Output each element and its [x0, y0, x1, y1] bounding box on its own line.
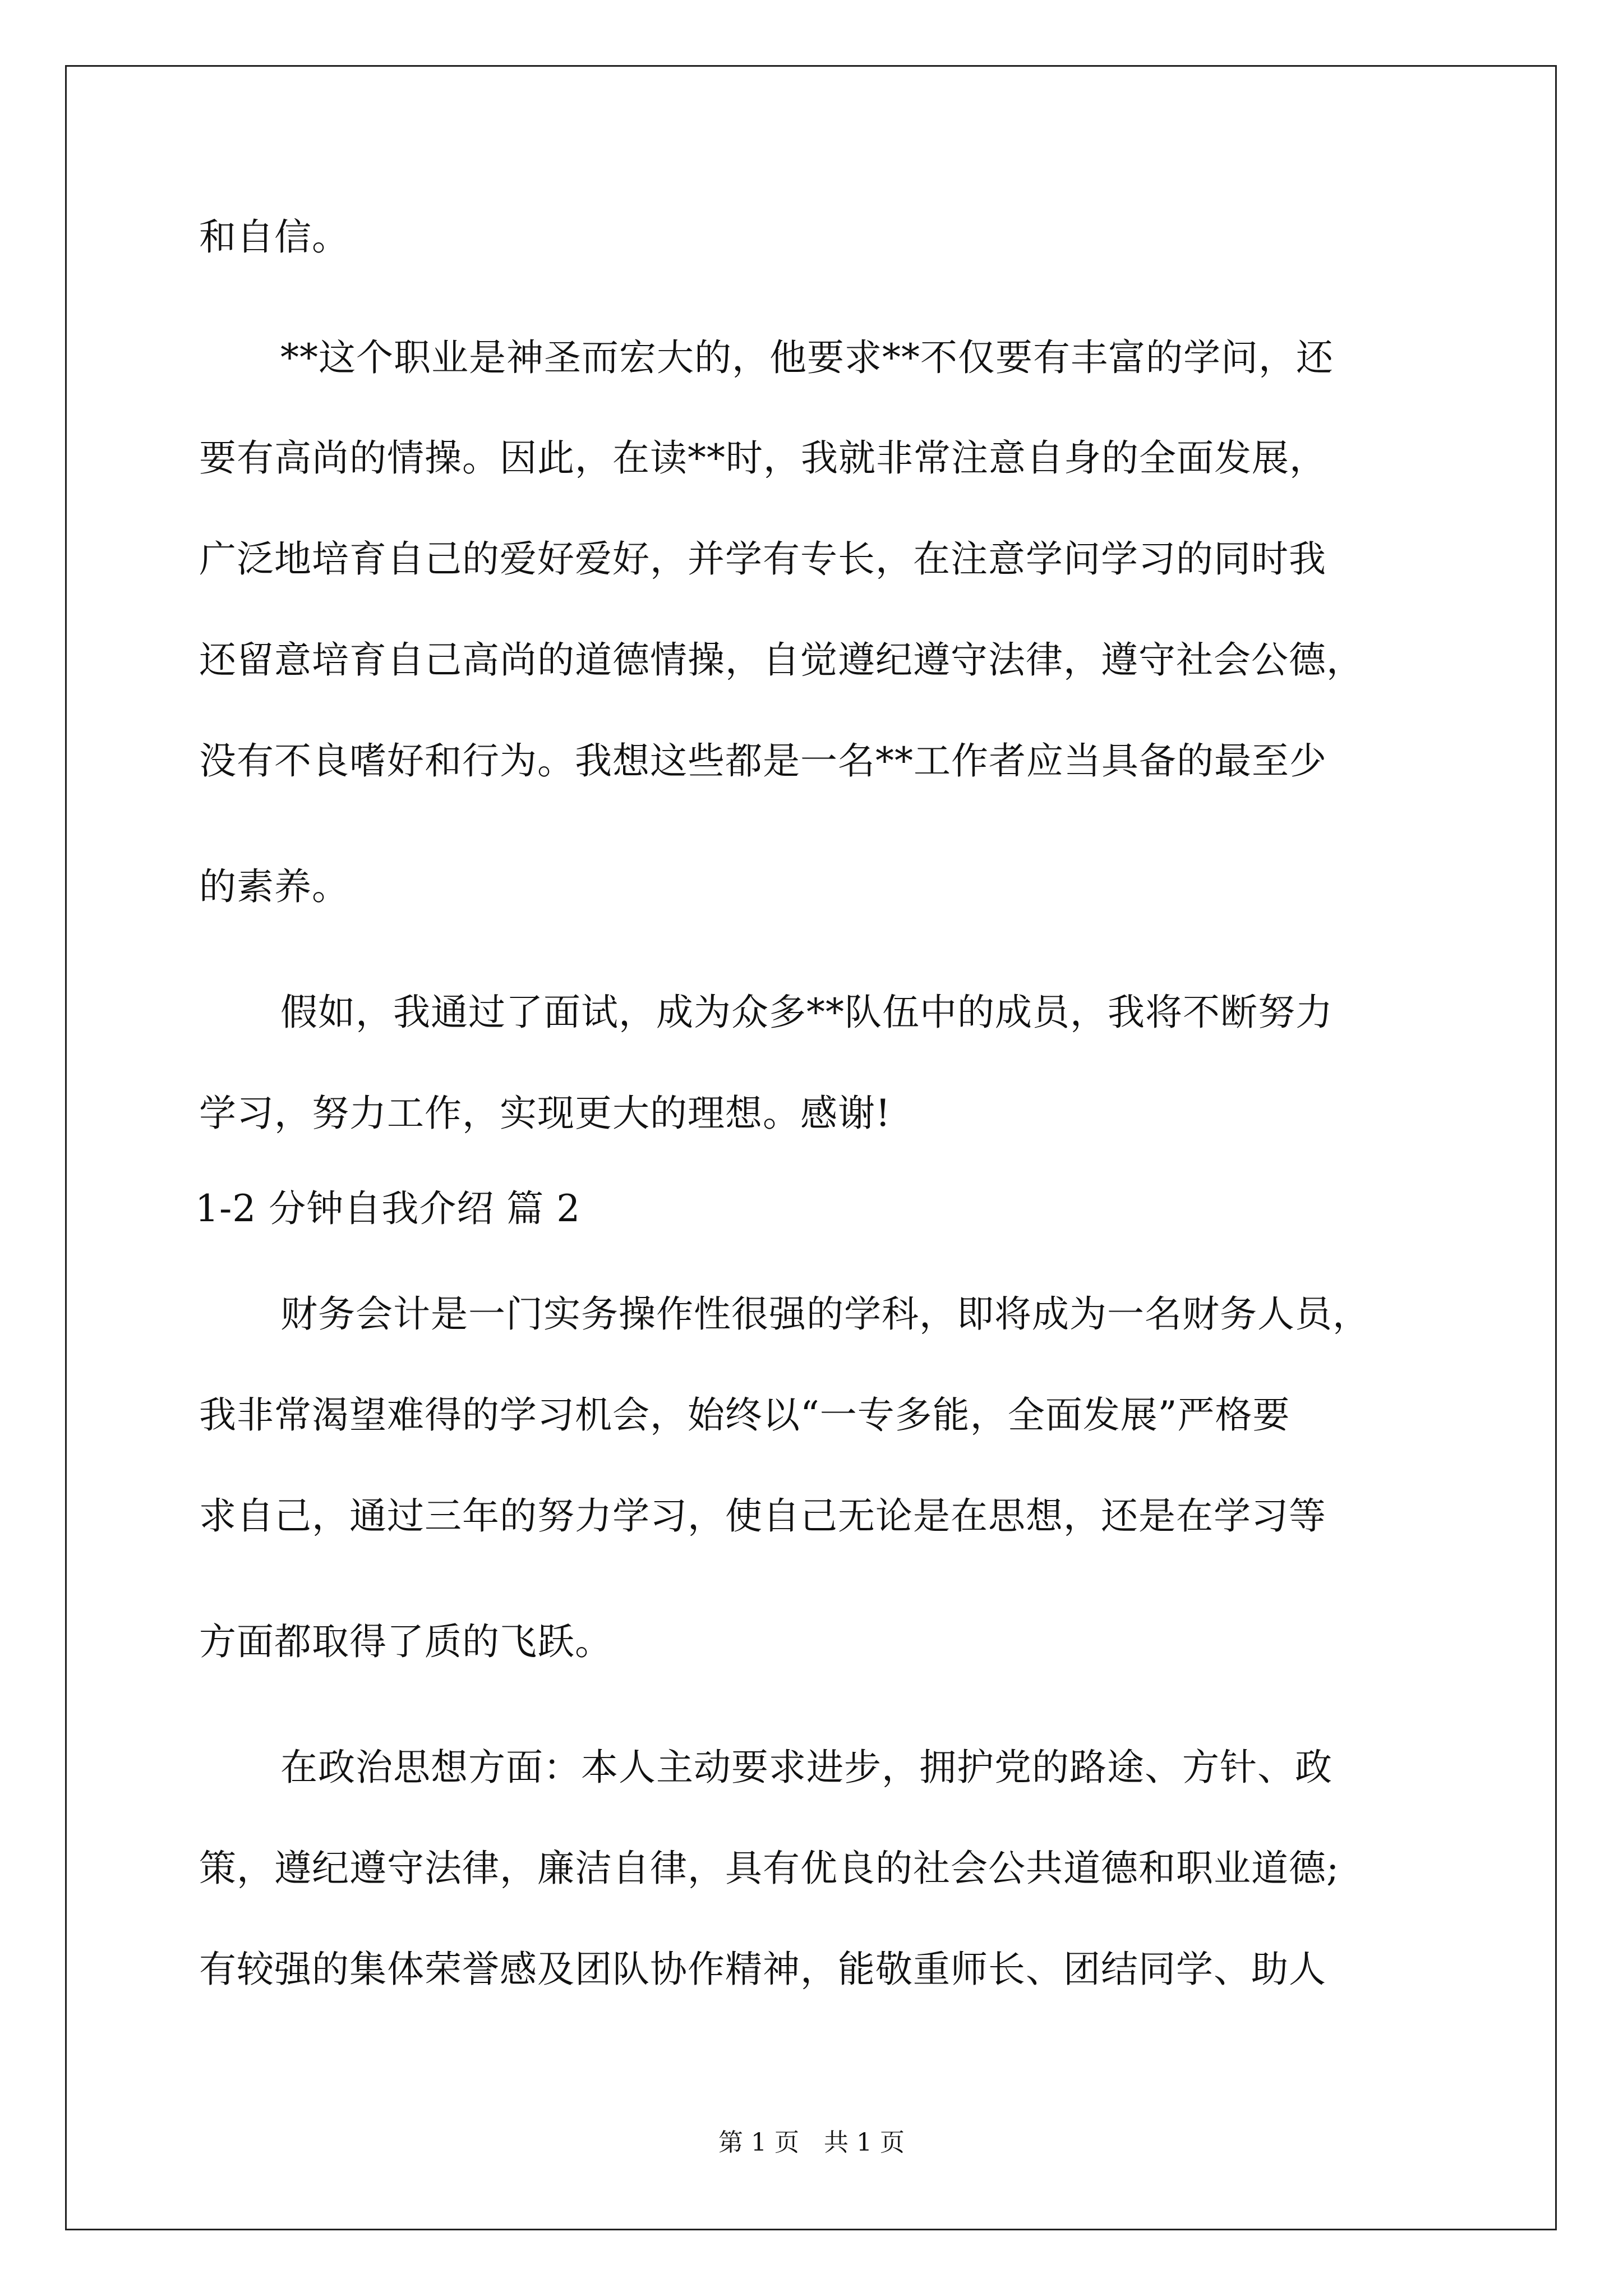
page-border: [65, 65, 1557, 2230]
text-line: 要有高尚的情操。因此，在读**时，我就非常注意自身的全面发展，: [199, 436, 1327, 480]
text-line: 和自信。: [199, 215, 349, 259]
text-line: 广泛地培育自己的爱好爱好，并学有专长，在注意学问学习的同时我: [199, 537, 1326, 581]
text-line: 求自己，通过三年的努力学习，使自己无论是在思想，还是在学习等: [199, 1494, 1326, 1538]
text-line: 的素养。: [199, 865, 349, 908]
section-heading: 1-2 分钟自我介绍 篇 2: [195, 1187, 581, 1230]
text-line: 方面都取得了质的飞跃。: [199, 1620, 612, 1663]
text-line: 有较强的集体荣誉感及团队协作精神，能敬重师长、团结同学、助人: [199, 1948, 1326, 1991]
paragraph-start-line: 假如，我通过了面试，成为众多**队伍中的成员，我将不断努力: [280, 991, 1333, 1034]
text-line: 还留意培育自己高尚的道德情操，自觉遵纪遵守法律，遵守社会公德，: [199, 638, 1364, 682]
page-footer: 第 1 页 共 1 页: [718, 2128, 905, 2157]
paragraph-start-line: **这个职业是神圣而宏大的，他要求**不仅要有丰富的学问，还: [280, 336, 1334, 379]
text-line: 策，遵纪遵守法律，廉洁自律，具有优良的社会公共道德和职业道德;: [199, 1847, 1340, 1890]
text-line: 学习，努力工作，实现更大的理想。感谢!: [199, 1092, 891, 1135]
paragraph-start-line: 在政治思想方面：本人主动要求进步，拥护党的路途、方针、政: [280, 1746, 1332, 1789]
paragraph-start-line: 财务会计是一门实务操作性很强的学科，即将成为一名财务人员，: [280, 1292, 1370, 1336]
text-line: 我非常渴望难得的学习机会，始终以“一专多能，全面发展”严格要: [199, 1393, 1290, 1437]
text-line: 没有不良嗜好和行为。我想这些都是一名**工作者应当具备的最至少: [199, 739, 1327, 783]
